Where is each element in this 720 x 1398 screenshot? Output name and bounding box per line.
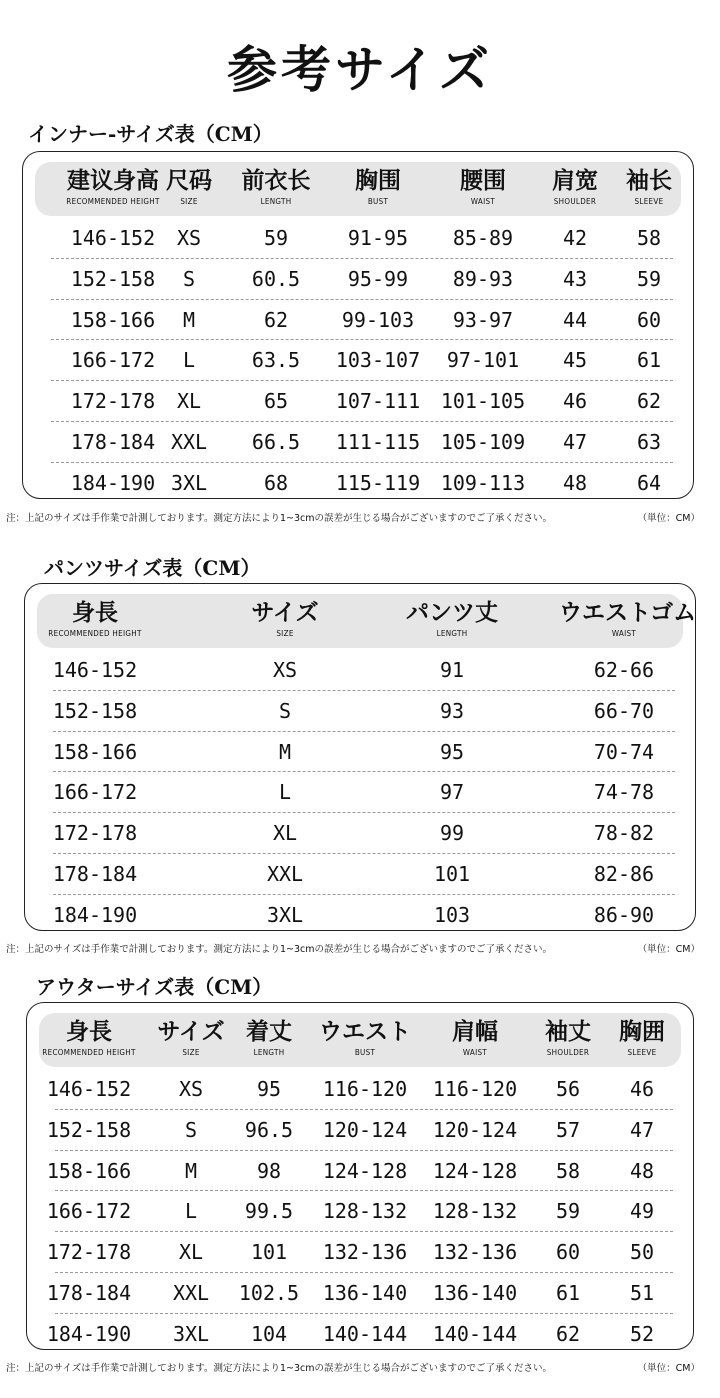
column-header-label: 胸围 [355, 168, 401, 194]
table-cell: 60 [636, 307, 662, 332]
column-header-label: 肩幅 [452, 1019, 498, 1045]
table-cell: XL [178, 1240, 204, 1265]
table-cell: 49 [629, 1199, 655, 1224]
column-header-sublabel: LENGTH [436, 629, 468, 638]
table-cell: 63.5 [251, 348, 301, 373]
column-header-sublabel: SIZE [180, 197, 198, 206]
column-header-label: 袖长 [626, 168, 672, 194]
table-row [23, 300, 693, 341]
table-cell: 61 [555, 1281, 581, 1305]
table-row [25, 732, 695, 773]
table-cell: 97 [439, 780, 465, 805]
table-cell: 47 [629, 1117, 655, 1142]
column-header-label: ウエスト [319, 1019, 411, 1045]
column-header-sublabel: BUST [354, 1048, 376, 1057]
table-cell: 59 [636, 266, 662, 291]
table-cell: 86-90 [593, 902, 655, 927]
table-cell: 120-124 [322, 1117, 408, 1142]
column-header-sublabel: SIZE [276, 629, 294, 638]
column-header [220, 594, 350, 648]
table-cell: 48 [629, 1158, 655, 1183]
table-cell: M [182, 307, 196, 332]
table-cell: 42 [562, 226, 588, 250]
table-row [23, 259, 693, 300]
table-cell: 46 [629, 1077, 655, 1101]
table-cell: 178-184 [70, 430, 156, 454]
table-cell: 146-152 [46, 1077, 132, 1101]
table-cell: 178-184 [52, 862, 138, 886]
table-cell: 103 [433, 902, 471, 927]
column-header-sublabel: SLEEVE [634, 197, 664, 206]
table-cell: 48 [562, 470, 588, 495]
table-row [23, 381, 693, 422]
table-cell: 78-82 [593, 821, 655, 846]
column-header-label: パンツ丈 [406, 600, 498, 626]
table-cell: 61 [636, 348, 662, 373]
table-cell: 95 [439, 739, 465, 764]
column-header-label: 前衣长 [241, 168, 311, 194]
table-cell: XL [176, 389, 202, 414]
table-row [25, 813, 695, 854]
table-header [35, 162, 681, 216]
column-header-sublabel: SIZE [182, 1048, 200, 1057]
table-cell: 63 [636, 430, 662, 454]
table-cell: 58 [555, 1158, 581, 1183]
table-cell: 99.5 [244, 1199, 294, 1224]
column-header-label: サイズ [157, 1019, 225, 1045]
table-cell: 65 [263, 389, 289, 414]
table-cell: 66-70 [593, 698, 655, 723]
outer-size-note [6, 1360, 700, 1374]
table-cell: M [278, 739, 292, 764]
outer-size-table-title: アウターサイズ表（CM） [36, 975, 273, 999]
table-cell: 3XL [172, 1321, 210, 1346]
table-cell: L [278, 780, 292, 805]
column-header-label: 身長 [72, 600, 118, 626]
table-cell: 158-166 [46, 1158, 132, 1183]
pants-size-table [24, 583, 696, 931]
table-cell: 46 [562, 389, 588, 414]
table-cell: XS [176, 226, 202, 250]
table-cell: 104 [250, 1321, 288, 1346]
table-cell: 62-66 [593, 658, 655, 682]
table-cell: 58 [636, 226, 662, 250]
table-cell: 184-190 [52, 902, 138, 927]
table-cell: 115-119 [335, 470, 421, 495]
column-header-sublabel: RECOMMENDED HEIGHT [42, 1048, 136, 1057]
table-cell: 128-132 [322, 1199, 408, 1224]
table-header [39, 1013, 681, 1067]
table-cell: 95-99 [347, 266, 409, 291]
table-row [27, 1314, 693, 1355]
table-cell: 184-190 [46, 1321, 132, 1346]
table-cell: 52 [629, 1321, 655, 1346]
table-cell: 96.5 [244, 1117, 294, 1142]
table-row [23, 218, 693, 259]
table-row [23, 463, 693, 504]
column-header-sublabel: WAIST [470, 197, 496, 206]
column-header-label: 着丈 [246, 1019, 292, 1045]
table-row [25, 650, 695, 691]
column-header-sublabel: LENGTH [260, 197, 292, 206]
table-row [27, 1110, 693, 1151]
column-header-label: ウエストゴム [559, 600, 697, 626]
table-cell: 101 [433, 862, 471, 886]
table-cell: 146-152 [70, 226, 156, 250]
column-header-label: 建议身高 [67, 168, 159, 194]
table-cell: 62 [555, 1321, 581, 1346]
table-cell: 51 [629, 1281, 655, 1305]
table-cell: 178-184 [46, 1281, 132, 1305]
column-header [387, 594, 517, 648]
table-cell: 101-105 [440, 389, 526, 414]
note-unit: （単位：CM） [637, 513, 700, 524]
table-cell: 99-103 [341, 307, 415, 332]
table-cell: 166-172 [52, 780, 138, 805]
table-cell: S [182, 266, 196, 291]
column-header-label: 肩宽 [552, 168, 598, 194]
table-cell: 103-107 [335, 348, 421, 373]
note-text: 注：上記のサイズは手作業で計測しております。測定方法により1~3cmの誤差が生じる場合がございますのでご了承ください。 [6, 944, 553, 955]
column-header-sublabel: WAIST [611, 629, 637, 638]
table-cell: 166-172 [70, 348, 156, 373]
table-cell: 105-109 [440, 430, 526, 454]
table-cell: 59 [263, 226, 289, 250]
pants-size-table-title: パンツサイズ表（CM） [44, 556, 261, 580]
table-cell: 97-101 [446, 348, 520, 373]
table-cell: XXL [266, 862, 304, 886]
column-header-sublabel: RECOMMENDED HEIGHT [66, 197, 160, 206]
column-header-label: 身長 [66, 1019, 112, 1045]
table-cell: 91 [439, 658, 465, 682]
column-header-label: 袖丈 [545, 1019, 591, 1045]
table-cell: 101 [250, 1240, 288, 1265]
note-unit: （単位：CM） [637, 944, 700, 955]
table-row [23, 422, 693, 463]
table-cell: 152-158 [46, 1117, 132, 1142]
table-cell: 116-120 [322, 1077, 408, 1101]
column-header-sublabel: SLEEVE [627, 1048, 657, 1057]
outer-size-table [26, 1002, 694, 1350]
table-cell: 184-190 [70, 470, 156, 495]
table-cell: 93 [439, 698, 465, 723]
table-row [27, 1191, 693, 1232]
table-cell: 47 [562, 430, 588, 454]
table-cell: 74-78 [593, 780, 655, 805]
table-cell: 95 [256, 1077, 282, 1101]
table-cell: 60 [555, 1240, 581, 1265]
table-cell: XXL [170, 430, 208, 454]
inner-size-table [22, 151, 694, 499]
table-cell: 172-178 [46, 1240, 132, 1265]
page-title: 参考サイズ [227, 41, 493, 99]
column-header-sublabel: SHOULDER [546, 1048, 590, 1057]
note-text: 注：上記のサイズは手作業で計測しております。測定方法により1~3cmの誤差が生じる場合がございますのでご了承ください。 [6, 513, 553, 524]
table-cell: 68 [263, 470, 289, 495]
table-cell: M [184, 1158, 198, 1183]
table-cell: 60.5 [251, 266, 301, 291]
column-header-sublabel: SHOULDER [553, 197, 597, 206]
table-cell: 116-120 [432, 1077, 518, 1101]
table-cell: 136-140 [432, 1281, 518, 1305]
note-unit: （単位：CM） [637, 1363, 700, 1374]
table-row [25, 772, 695, 813]
column-header-sublabel: RECOMMENDED HEIGHT [48, 629, 142, 638]
table-cell: 172-178 [70, 389, 156, 414]
table-cell: 89-93 [452, 266, 514, 291]
table-cell: 98 [256, 1158, 282, 1183]
table-cell: 166-172 [46, 1199, 132, 1224]
table-row [27, 1151, 693, 1192]
table-cell: 62 [636, 389, 662, 414]
table-row [23, 340, 693, 381]
inner-size-table-title: インナー-サイズ表（CM） [28, 122, 273, 146]
table-cell: 3XL [170, 470, 208, 495]
table-header [37, 594, 697, 648]
table-cell: XXL [172, 1281, 210, 1305]
column-header [584, 162, 714, 216]
table-cell: 152-158 [70, 266, 156, 291]
table-cell: XS [178, 1077, 204, 1101]
column-header [559, 594, 697, 648]
table-cell: 64 [636, 470, 662, 495]
column-header-sublabel: WAIST [462, 1048, 488, 1057]
table-row [27, 1232, 693, 1273]
table-cell: 102.5 [238, 1281, 300, 1305]
table-row [25, 691, 695, 732]
table-cell: 56 [555, 1077, 581, 1101]
note-text: 注：上記のサイズは手作業で計測しております。測定方法により1~3cmの誤差が生じる場合がございますのでご了承ください。 [6, 1363, 553, 1374]
table-cell: 132-136 [322, 1240, 408, 1265]
table-cell: L [184, 1199, 198, 1224]
table-cell: 146-152 [52, 658, 138, 682]
table-cell: 59 [555, 1199, 581, 1224]
column-header-label: 胸囲 [619, 1019, 665, 1045]
column-header-label: 尺码 [166, 168, 212, 194]
table-cell: 158-166 [70, 307, 156, 332]
table-cell: 66.5 [251, 430, 301, 454]
table-cell: S [278, 698, 292, 723]
table-cell: 50 [629, 1240, 655, 1265]
table-cell: 91-95 [347, 226, 409, 250]
table-cell: 62 [263, 307, 289, 332]
table-cell: 140-144 [322, 1321, 408, 1346]
table-cell: 44 [562, 307, 588, 332]
column-header-sublabel: LENGTH [253, 1048, 285, 1057]
table-cell: 152-158 [52, 698, 138, 723]
table-cell: 172-178 [52, 821, 138, 846]
table-cell: XS [272, 658, 298, 682]
inner-size-note [6, 510, 700, 524]
table-cell: L [182, 348, 196, 373]
table-cell: 45 [562, 348, 588, 373]
table-cell: 85-89 [452, 226, 514, 250]
table-cell: XL [272, 821, 298, 846]
table-cell: 82-86 [593, 862, 655, 886]
table-row [27, 1069, 693, 1110]
table-cell: 132-136 [432, 1240, 518, 1265]
table-cell: 136-140 [322, 1281, 408, 1305]
table-cell: 93-97 [452, 307, 514, 332]
table-cell: 120-124 [432, 1117, 518, 1142]
pants-size-note [6, 941, 700, 955]
table-cell: 109-113 [440, 470, 526, 495]
table-cell: 158-166 [52, 739, 138, 764]
column-header [30, 594, 160, 648]
column-header [577, 1013, 707, 1067]
table-cell: 124-128 [432, 1158, 518, 1183]
table-cell: 111-115 [335, 430, 421, 454]
table-cell: 99 [439, 821, 465, 846]
column-header-label: サイズ [251, 600, 319, 626]
table-cell: 43 [562, 266, 588, 291]
column-header-label: 腰围 [460, 168, 506, 194]
table-cell: 140-144 [432, 1321, 518, 1346]
table-cell: 57 [555, 1117, 581, 1142]
table-row [27, 1273, 693, 1314]
table-cell: 3XL [266, 902, 304, 927]
table-cell: 124-128 [322, 1158, 408, 1183]
table-row [25, 895, 695, 936]
table-cell: 107-111 [335, 389, 421, 414]
table-cell: 70-74 [593, 739, 655, 764]
table-row [25, 854, 695, 895]
table-cell: 128-132 [432, 1199, 518, 1224]
table-cell: S [184, 1117, 198, 1142]
column-header-sublabel: BUST [367, 197, 389, 206]
